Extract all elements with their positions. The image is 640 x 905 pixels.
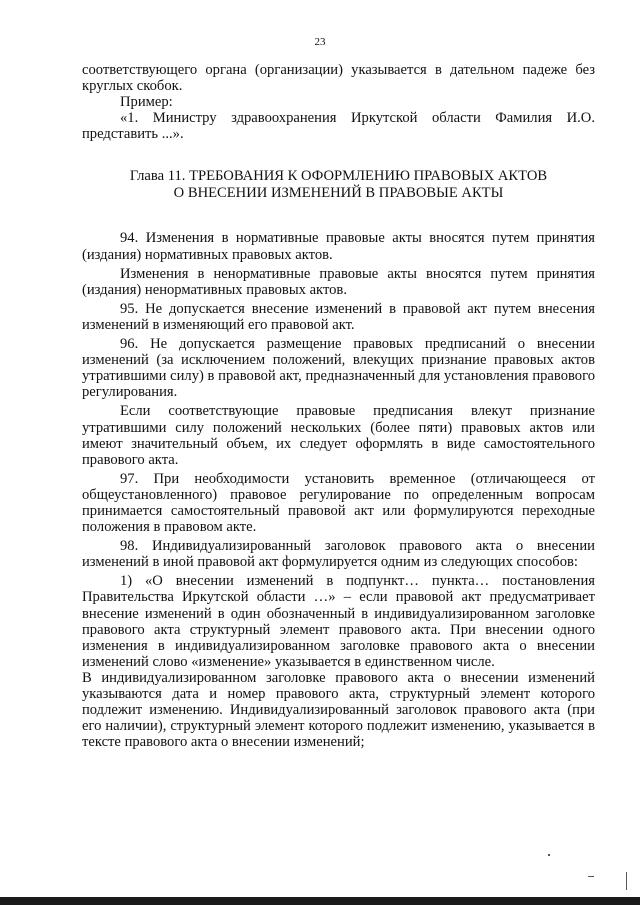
paragraph-95: 95. Не допускается внесение изменений в правовой акт путем внесения изменений в изменяющий его правовой акт. [82, 300, 595, 333]
chapter-heading-line2: О ВНЕСЕНИИ ИЗМЕНЕНИЙ В ПРАВОВЫЕ АКТЫ [173, 185, 504, 202]
chapter-heading-line1: Глава 11. ТРЕБОВАНИЯ К ОФОРМЛЕНИЮ ПРАВОВЫХ АКТОВ [129, 168, 548, 185]
paragraph-98-item-1-continued: В индивидуализированном заголовке правового акта о внесении изменений указываются дата и номер правового акта, структурный элемент которого подлежит изменению. Индивидуализированный заголовок правового акта (при его наличии), структурный элемент которого подлежит изменению, указывается в тексте правового акта о внесении изменений; [82, 669, 595, 751]
paragraph-96: 96. Не допускается размещение правовых предписаний о внесении изменений (за исключением положений, влекущих признание правовых актов утратившими силу) в правовой акт, предназначенный для установления правового регулирования. [82, 336, 595, 401]
scan-speck [626, 872, 627, 890]
paragraph-example: «1. Министру здравоохранения Иркутской области Фамилия И.О. представить ...». [82, 110, 595, 143]
paragraph-97: 97. При необходимости установить временное (отличающееся от общеустановленного) правовое регулирование по определенным вопросам принимается самостоятельный правовой акт или формулируются переходные положения в правовом акте. [82, 470, 595, 536]
scan-speck [548, 854, 550, 856]
paragraph-94: 94. Изменения в нормативные правовые акты вносятся путем принятия (издания) нормативных правовых актов. [82, 230, 595, 263]
paragraph-96b: Если соответствующие правовые предписания влекут признание утратившими силу положений нескольких (более пяти) правовых актов или имеют значительный объем, их следует оформлять в виде самостоятельного правового акта. [82, 403, 595, 468]
document-body [82, 62, 595, 750]
scan-speck [588, 876, 594, 877]
paragraph-continuation: соответствующего органа (организации) указывается в дательном падеже без круглых скобок. [82, 62, 595, 95]
paragraph-98-item-1: 1) «О внесении изменений в подпункт… пункта… постановления Правительства Иркутской области …» – если правовой акт предусматривает внесение изменений в один обозначенный в индивидуализированном заголовке правового акта структурный элемент правового акта. При внесении одного изменения в индивидуализированном заголовке правового акта о внесении изменений слово «изменение» указывается в единственном числе. [82, 573, 595, 670]
chapter-heading [82, 168, 595, 202]
scan-edge-bar [0, 897, 640, 905]
paragraph-example-label: Пример: [120, 94, 173, 111]
paragraph-98: 98. Индивидуализированный заголовок правового акта о внесении изменений в иной правовой акт формулируется одним из следующих способов: [82, 538, 595, 571]
page-number: 23 [314, 36, 326, 48]
paragraph-94b: Изменения в ненормативные правовые акты вносятся путем принятия (издания) ненормативных правовых актов. [82, 265, 595, 298]
